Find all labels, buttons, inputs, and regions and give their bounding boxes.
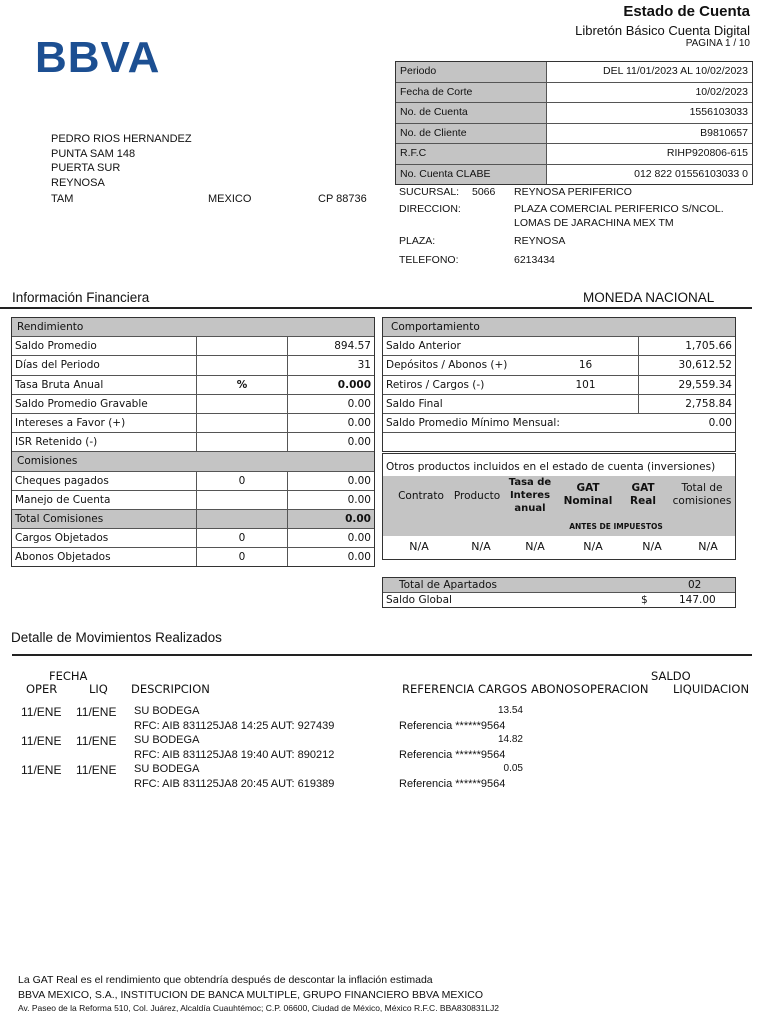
head-fecha: FECHA [49,669,88,683]
row-oper: 11/ENE [21,763,62,777]
customer-street: PUNTA SAM 148 [51,148,136,160]
row-detail: RFC: AIB 831125JA8 14:25 AUT: 927439 [134,720,335,732]
table-row: Tasa Bruta Anual % 0.000 [12,376,374,395]
footer-bank-address: Av. Paseo de la Reforma 510, Col. Juárez, Alcaldía Cuauhtémoc; C.P. 06600, Ciudad de México, México R.F.C. BBA830831LJ2 [18,1003,499,1013]
comisiones-header: Comisiones [12,452,374,471]
bbva-logo: BBVA [35,33,161,82]
row-ref: Referencia ******9564 [399,778,506,790]
otros-productos-title: Otros productos incluidos en el estado de cuenta (inversiones) [386,461,716,473]
direccion-line1: PLAZA COMERCIAL PERIFERICO S/NCOL. [514,203,724,215]
telefono-label: TELEFONO: [399,254,459,266]
table-row: ISR Retenido (-) 0.00 [12,433,374,452]
row-liq: 11/ENE [76,705,117,719]
row-liq: 11/ENE [76,763,117,777]
row-ref: Referencia ******9564 [399,720,506,732]
total-comisiones-row: Total Comisiones 0.00 [12,510,374,529]
movimientos-title: Detalle de Movimientos Realizados [11,630,222,645]
account-info-table [395,61,753,185]
head-operacion: OPERACION [581,682,649,696]
otros-productos-header: Contrato Producto Tasa de Interes anual GAT Nominal GAT Real Total de comisiones ANTES DE IMPUESTOS [383,476,735,536]
table-row: Cheques pagados 0 0.00 [12,472,374,491]
head-descripcion: DESCRIPCION [131,682,210,696]
head-referencia: REFERENCIA [402,682,475,696]
table-row: Depósitos / Abonos (+) 16 30,612.52 [383,356,735,375]
footer-bank-name: BBVA MEXICO, S.A., INSTITUCION DE BANCA MULTIPLE, GRUPO FINANCIERO BBVA MEXICO [18,989,484,1001]
info-row: No. de Cuenta 1556103033 [396,103,752,124]
table-row: Días del Periodo 31 [12,356,374,375]
table-row: Saldo Final 2,758.84 [383,395,735,414]
row-cargo: 13.54 [497,705,523,716]
otros-productos-values: N/A N/A N/A N/A N/A N/A [409,540,718,553]
head-liquidacion: LIQUIDACION [673,682,750,696]
comportamiento-header: Comportamiento [383,318,735,337]
customer-state: TAM [51,193,74,205]
rendimiento-table [11,317,375,567]
rendimiento-header: Rendimiento [12,318,374,337]
table-row: Saldo Anterior 1,705.66 [383,337,735,356]
table-row: Cargos Objetados 0 0.00 [12,529,374,548]
row-ref: Referencia ******9564 [399,749,506,761]
page-number: PAGINA 1 / 10 [685,38,750,49]
row-oper: 11/ENE [21,705,62,719]
otros-productos-table [382,453,736,560]
divider [0,307,752,309]
currency-label: MONEDA NACIONAL [583,290,715,305]
row-desc: SU BODEGA [134,763,200,775]
info-row: No. de Cliente B9810657 [396,124,752,145]
footer-gat-note: La GAT Real es el rendimiento que obtendría después de descontar la inflación estimada [18,974,433,986]
sucursal-label: SUCURSAL: [399,186,460,198]
comportamiento-table [382,317,736,452]
direccion-label: DIRECCION: [399,203,461,215]
table-row: Manejo de Cuenta 0.00 [12,491,374,510]
total-apartados-row: Total de Apartados 02 [383,578,735,593]
info-row: No. Cuenta CLABE 012 822 01556103033 0 [396,165,752,185]
customer-colony: PUERTA SUR [51,162,121,174]
account-type: Libretón Básico Cuenta Digital [575,23,750,38]
row-cargo: 0.05 [503,763,523,774]
info-row: Fecha de Corte 10/02/2023 [396,83,752,104]
head-abonos: ABONOS [531,682,581,696]
head-saldo: SALDO [651,669,691,683]
customer-cp: CP 88736 [318,193,367,205]
customer-name: PEDRO RIOS HERNANDEZ [51,133,192,145]
sucursal-name: REYNOSA PERIFERICO [514,186,632,198]
table-row: Saldo Promedio Gravable 0.00 [12,395,374,414]
row-desc: SU BODEGA [134,705,200,717]
divider [12,654,752,656]
sucursal-number: 5066 [472,186,496,198]
telefono-value: 6213434 [514,254,555,266]
row-detail: RFC: AIB 831125JA8 20:45 AUT: 619389 [134,778,335,790]
apartados-table [382,577,736,608]
row-oper: 11/ENE [21,734,62,748]
table-row: Saldo Promedio 894.57 [12,337,374,356]
financial-info-title: Información Financiera [12,290,150,305]
statement-title: Estado de Cuenta [623,3,750,20]
customer-country: MEXICO [208,193,252,205]
row-liq: 11/ENE [76,734,117,748]
info-row: Periodo DEL 11/01/2023 AL 10/02/2023 [396,62,752,83]
row-detail: RFC: AIB 831125JA8 19:40 AUT: 890212 [134,749,335,761]
table-row: Intereses a Favor (+) 0.00 [12,414,374,433]
head-cargos: CARGOS [478,682,528,696]
plaza-value: REYNOSA [514,235,566,247]
head-oper: OPER [26,682,58,696]
saldo-global-row: Saldo Global $ 147.00 [386,594,716,606]
table-row: Saldo Promedio Mínimo Mensual: 0.00 [383,414,735,433]
table-row: Retiros / Cargos (-) 101 29,559.34 [383,376,735,395]
head-liq: LIQ [89,682,108,696]
row-cargo: 14.82 [497,734,523,745]
customer-city: REYNOSA [51,177,105,189]
info-row: R.F.C RIHP920806-615 [396,144,752,165]
plaza-label: PLAZA: [399,235,436,247]
table-row: Abonos Objetados 0 0.00 [12,548,374,566]
row-desc: SU BODEGA [134,734,200,746]
direccion-line2: LOMAS DE JARACHINA MEX TM [514,217,674,229]
